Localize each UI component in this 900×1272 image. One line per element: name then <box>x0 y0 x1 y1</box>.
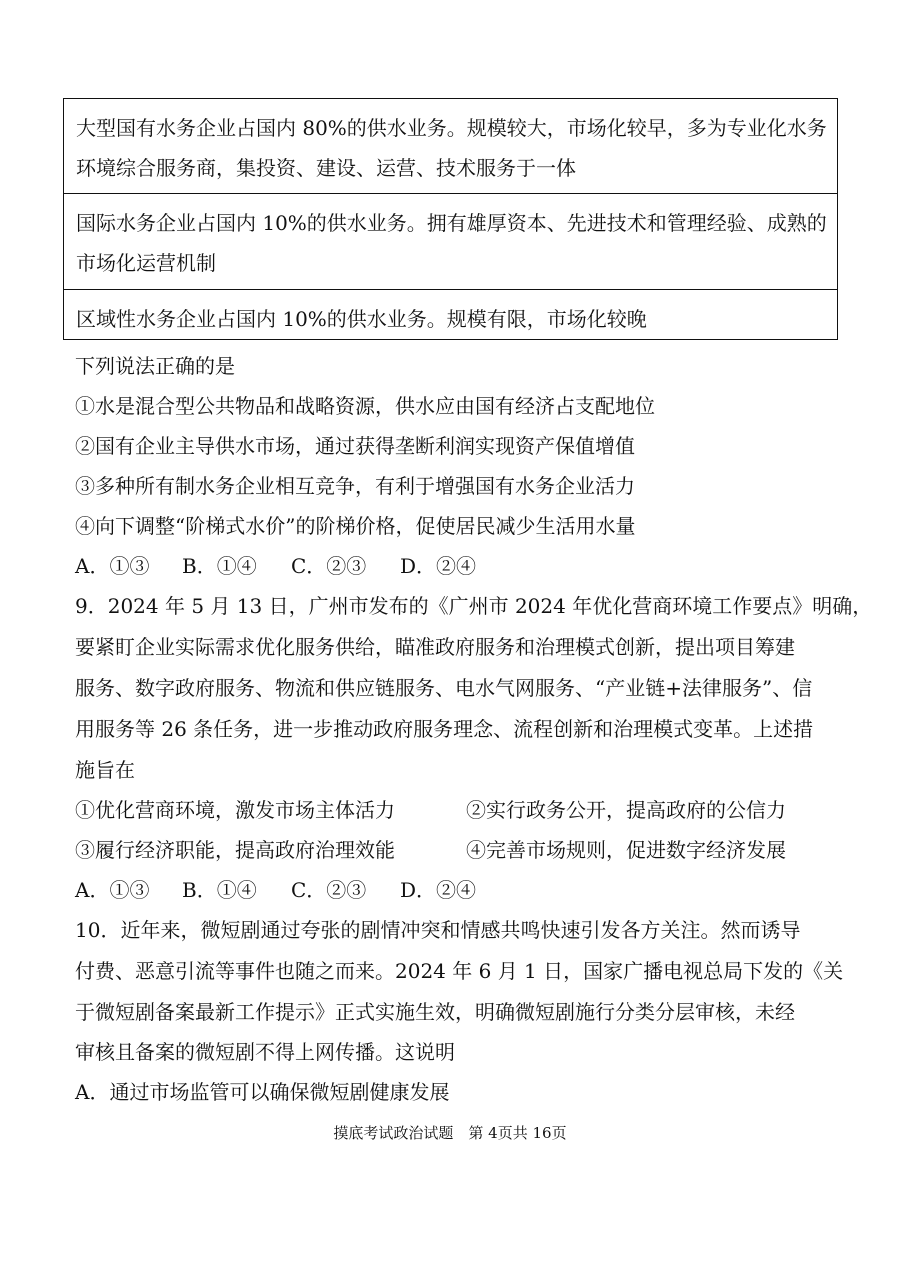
option-b: B．①④ <box>182 554 257 578</box>
q9-options <box>75 876 476 904</box>
q9-line: 9．2024 年 5 月 13 日，广州市发布的《广州市 2024 年优化营商环境工作要点》明确， <box>75 594 873 618</box>
q10-line: 付费、恶意引流等事件也随之而来。2024 年 6 月 1 日，国家广播电视总局下发的《关 <box>75 959 844 983</box>
q8-item: ④向下调整“阶梯式水价”的阶梯价格，促使居民减少生活用水量 <box>75 514 636 538</box>
q9-line: 用服务等 26 条任务，进一步推动政府服务理念、流程创新和治理模式变革。上述措 <box>75 717 814 741</box>
q10-line: 10．近年来，微短剧通过夸张的剧情冲突和情感共鸣快速引发各方关注。然而诱导 <box>75 918 801 942</box>
q9-line: 服务、数字政府服务、物流和供应链服务、电水气网服务、“产业链+法律服务”、信 <box>75 676 813 700</box>
q8-options <box>75 552 476 580</box>
water-enterprise-table <box>63 98 838 340</box>
option-b: B．①④ <box>182 878 257 902</box>
option-c: C．②③ <box>291 878 367 902</box>
q9-line: 要紧盯企业实际需求优化服务供给，瞄准政府服务和治理模式创新，提出项目筹建 <box>75 635 795 659</box>
table-row: 国际水务企业占国内 10%的供水业务。拥有雄厚资本、先进技术和管理经验、成熟的市场化运营机制 <box>64 193 837 289</box>
option-c: C．②③ <box>291 554 367 578</box>
q10-line: 审核且备案的微短剧不得上网传播。这说明 <box>75 1040 455 1064</box>
q10-option-a: A．通过市场监管可以确保微短剧健康发展 <box>75 1080 450 1104</box>
q9-line: 施旨在 <box>75 758 135 782</box>
q10-line: 于微短剧备案最新工作提示》正式实施生效，明确微短剧施行分类分层审核，未经 <box>75 1000 795 1024</box>
table-row: 区域性水务企业占国内 10%的供水业务。规模有限，市场化较晚 <box>64 289 837 339</box>
option-d: D．②④ <box>400 554 477 578</box>
page-footer: 摸底考试政治试题 第 4页共 16页 <box>333 1124 567 1142</box>
q9-item: ①优化营商环境，激发市场主体活力 <box>75 798 395 822</box>
option-a: A．①③ <box>75 878 150 902</box>
q9-item: ②实行政务公开，提高政府的公信力 <box>466 798 786 822</box>
q9-item: ③履行经济职能，提高政府治理效能 <box>75 838 395 862</box>
q8-item: ③多种所有制水务企业相互竞争，有利于增强国有水务企业活力 <box>75 474 635 498</box>
q8-stem: 下列说法正确的是 <box>75 354 235 378</box>
table-row: 大型国有水务企业占国内 80%的供水业务。规模较大，市场化较早，多为专业化水务环境综合服务商，集投资、建设、运营、技术服务于一体 <box>76 116 827 180</box>
q8-item: ①水是混合型公共物品和战略资源，供水应由国有经济占支配地位 <box>75 394 655 418</box>
q8-item: ②国有企业主导供水市场，通过获得垄断利润实现资产保值增值 <box>75 434 635 458</box>
option-a: A．①③ <box>75 554 150 578</box>
q9-item: ④完善市场规则，促进数字经济发展 <box>466 838 786 862</box>
option-d: D．②④ <box>400 878 477 902</box>
